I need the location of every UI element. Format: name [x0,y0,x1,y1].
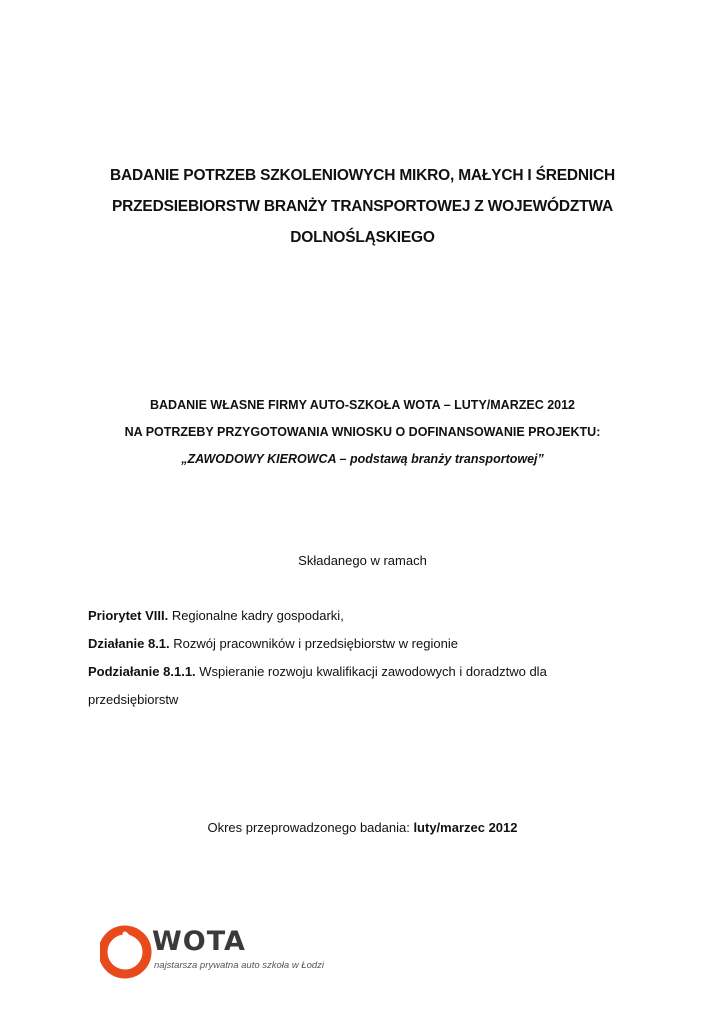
wota-logo-mark-icon [100,924,152,980]
programme-details [88,602,648,714]
research-period [60,820,665,835]
action-text: Rozwój pracowników i przedsiębiorstw w regionie [169,636,458,651]
subaction-line [88,658,648,686]
subtitle-line-2: NA POTRZEBY PRZYGOTOWANIA WNIOSKU O DOFINANSOWANIE PROJEKTU: [124,425,601,439]
subtitle-line-1: BADANIE WŁASNE FIRMY AUTO-SZKOŁA WOTA – LUTY/MARZEC 2012 [149,398,575,412]
subaction-line-2: przedsiębiorstw [88,692,179,707]
period-label: Okres przeprowadzonego badania: [207,820,414,835]
priority-label: Priorytet VIII. [88,608,169,623]
action-line [88,630,648,658]
title-line-2: PRZEDSIEBIORSTW BRANŻY TRANSPORTOWEJ Z WOJEWÓDZTWA [112,198,613,215]
title-line-1: BADANIE POTRZEB SZKOLENIOWYCH MIKRO, MAŁYCH I ŚREDNICH [109,167,615,184]
priority-line [88,602,648,630]
logo-word: WOTA [152,926,246,957]
wota-logo [100,924,340,980]
project-name: „ZAWODOWY KIEROWCA – podstawą branży transportowej” [181,452,544,466]
logo-tagline: najstarsza prywatna auto szkoła w Łodzi [154,960,325,971]
priority-text: Regionalne kadry gospodarki, [168,608,344,623]
submitted-text: Składanego w ramach [298,553,427,568]
subaction-label: Podziałanie 8.1.1. [88,664,196,679]
period-value: luty/marzec 2012 [413,820,518,835]
title-line-3: DOLNOŚLĄSKIEGO [290,229,435,246]
document-subtitle [60,392,665,473]
document-title [60,160,665,253]
action-label: Działanie 8.1. [88,636,170,651]
subaction-text: Wspieranie rozwoju kwalifikacji zawodowych i doradztwo dla [195,664,547,679]
